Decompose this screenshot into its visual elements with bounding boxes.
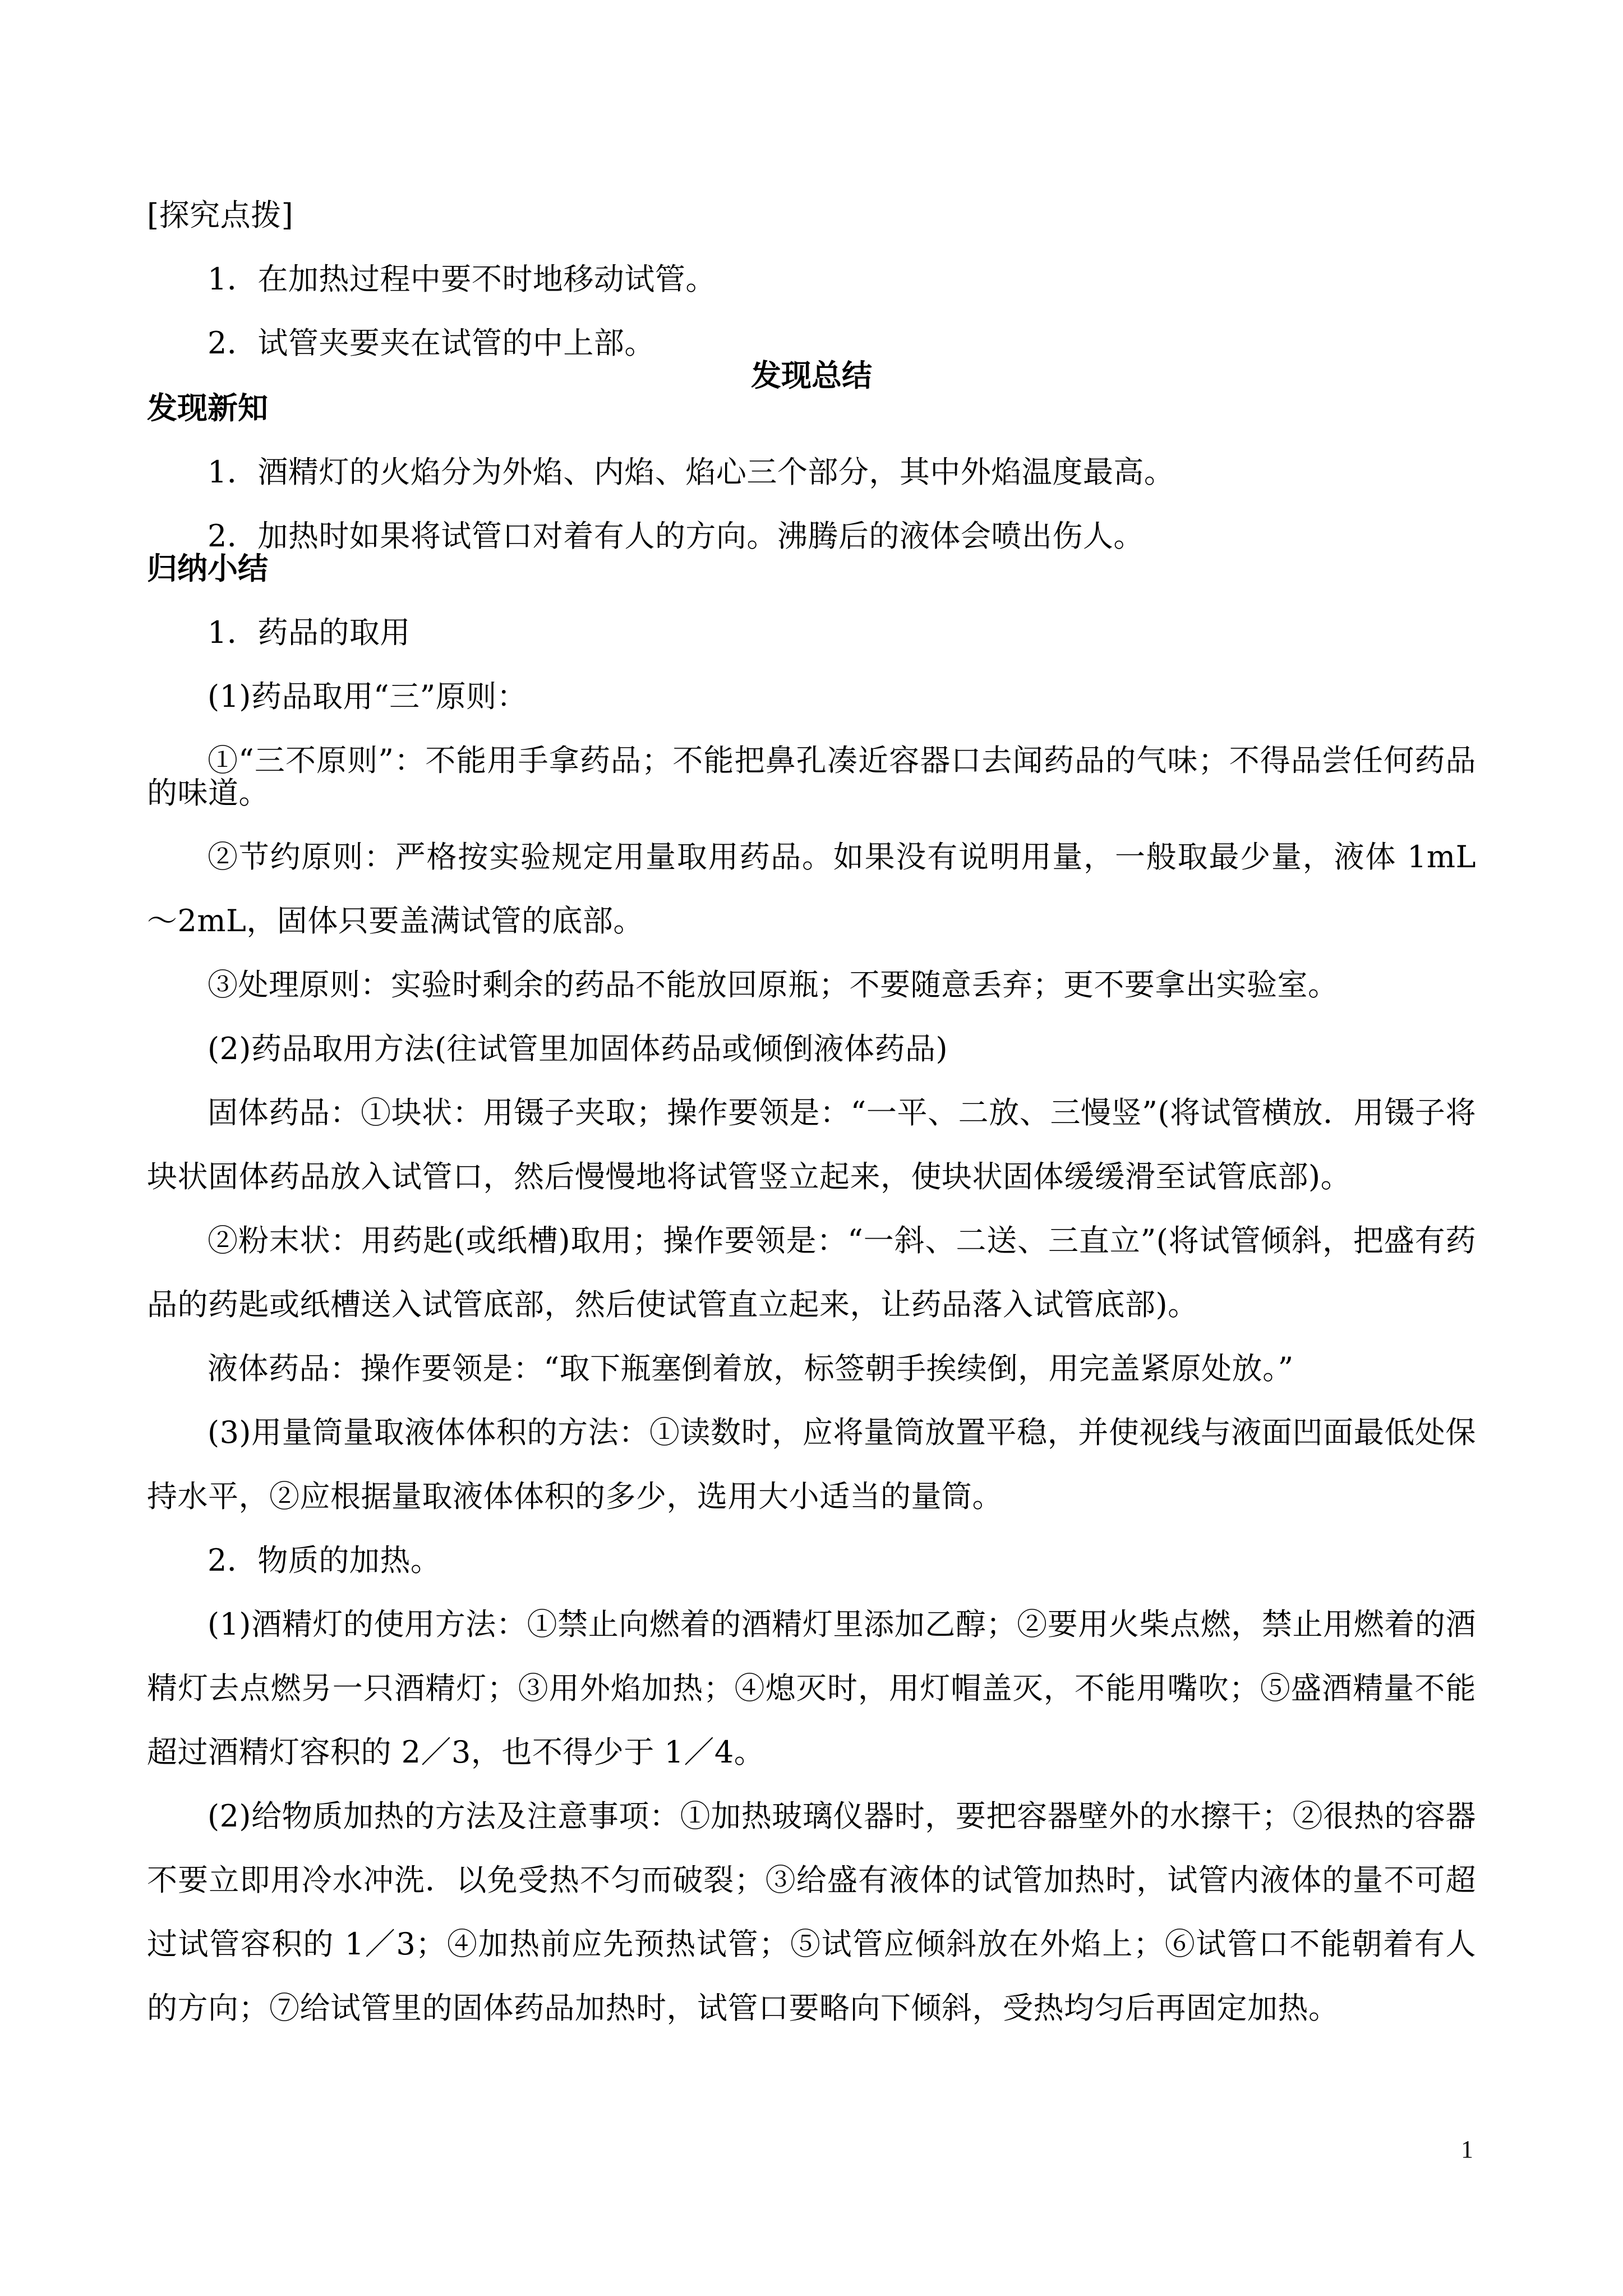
hint-heading: [探究点拨]	[147, 197, 294, 233]
conclusion-para-5: ③处理原则：实验时剩余的药品不能放回原瓶；不要随意丢弃；更不要拿出实验室。	[208, 967, 1339, 1002]
conclusion-para-1: 1．药品的取用	[208, 615, 411, 650]
hint-item-2: 2．试管夹要夹在试管的中上部。	[208, 325, 655, 361]
conclusion-para-9: 液体药品：操作要领是：“取下瓶塞倒着放，标签朝手挨续倒，用完盖紧原处放。”	[208, 1351, 1294, 1386]
conclusion-para-3: ①“三不原则”：不能用手拿药品；不能把鼻孔凑近容器口去闻药品的气味；不得品尝任何药品的味道。	[147, 743, 1476, 811]
conclusion-para-10: (3)用量筒量取液体体积的方法：①读数时，应将量筒放置平稳，并使视线与液面凹面最低处保持水平，②应根据量取液体体积的多少，选用大小适当的量筒。	[147, 1415, 1476, 1514]
new-knowledge-heading: 发现新知	[147, 390, 268, 426]
hint-item-1: 1．在加热过程中要不时地移动试管。	[208, 261, 716, 297]
conclusion-para-12: (1)酒精灯的使用方法：①禁止向燃着的酒精灯里添加乙醇；②要用火柴点燃，禁止用燃着的酒精灯去点燃另一只酒精灯；③用外焰加热；④熄灭时，用灯帽盖灭，不能用嘴吹；⑤盛酒精量不能超过酒精灯容积的 2／3，也不得少于 1／4。	[147, 1607, 1476, 1770]
summary-title: 发现总结	[751, 358, 872, 393]
page-content	[147, 199, 1476, 2040]
conclusion-para-11: 2．物质的加热。	[208, 1543, 441, 1578]
page-number: 1	[1461, 2136, 1473, 2163]
conclusion-para-6: (2)药品取用方法(往试管里加固体药品或倾倒液体药品)	[208, 1031, 948, 1066]
conclusion-para-8: ②粉末状：用药匙(或纸槽)取用；操作要领是：“一斜、二送、三直立”(将试管倾斜，把盛有药品的药匙或纸槽送入试管底部，然后使试管直立起来，让药品落入试管底部)。	[147, 1223, 1476, 1322]
new-knowledge-item-1: 1．酒精灯的火焰分为外焰、内焰、焰心三个部分，其中外焰温度最高。	[208, 454, 1175, 490]
new-knowledge-item-2: 2．加热时如果将试管口对着有人的方向。沸腾后的液体会喷出伤人。	[208, 518, 1144, 554]
conclusion-para-7: 固体药品：①块状：用镊子夹取；操作要领是：“一平、二放、三慢竖”(将试管横放．用镊子将块状固体药品放入试管口，然后慢慢地将试管竖立起来，使块状固体缓缓滑至试管底部)。	[147, 1095, 1476, 1194]
conclusion-para-13: (2)给物质加热的方法及注意事项：①加热玻璃仪器时，要把容器壁外的水擦干；②很热的容器不要立即用冷水冲洗．以免受热不匀而破裂；③给盛有液体的试管加热时，试管内液体的量不可超过试管容积的 1／3；④加热前应先预热试管；⑤试管应倾斜放在外焰上；⑥试管口不能朝着有人的方向；⑦给试管里的固体药品加热时，试管口要略向下倾斜，受热均匀后再固定加热。	[147, 1798, 1476, 2026]
conclusion-para-2: (1)药品取用“三”原则：	[208, 679, 528, 714]
conclusion-para-4: ②节约原则：严格按实验规定用量取用药品。如果没有说明用量，一般取最少量，液体 1mL～2mL，固体只要盖满试管的底部。	[147, 839, 1476, 938]
conclusion-heading: 归纳小结	[147, 551, 268, 586]
